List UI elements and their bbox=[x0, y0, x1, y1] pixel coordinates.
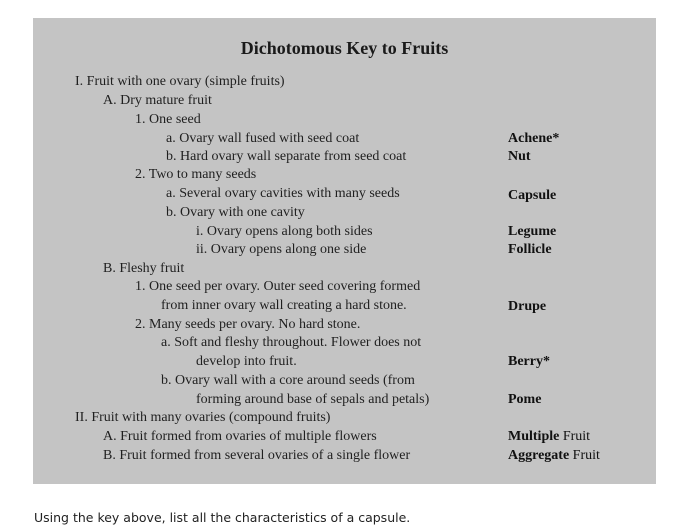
result-capsule: Capsule bbox=[508, 188, 557, 203]
key-line-IA2bii: ii. Ovary opens along one side bbox=[196, 242, 367, 257]
key-line-I: I. Fruit with one ovary (simple fruits) bbox=[75, 74, 285, 89]
result-berry: Berry* bbox=[508, 354, 550, 369]
key-line-IA2a: a. Several ovary cavities with many seeds bbox=[166, 186, 400, 201]
key-line-IB2a-cont: develop into fruit. bbox=[196, 354, 297, 369]
result-legume: Legume bbox=[508, 224, 557, 239]
key-title: Dichotomous Key to Fruits bbox=[240, 38, 449, 58]
key-line-II: II. Fruit with many ovaries (compound fruits) bbox=[75, 410, 331, 425]
result-aggregate-fruit: Aggregate Fruit bbox=[508, 448, 600, 463]
key-line-IA: A. Dry mature fruit bbox=[103, 93, 212, 108]
key-line-IA2bi: i. Ovary opens along both sides bbox=[196, 224, 373, 239]
question-text: Using the key above, list all the characteristics of a capsule. bbox=[34, 510, 411, 525]
dichotomous-key-image bbox=[33, 18, 656, 484]
key-line-IIB: B. Fruit formed from several ovaries of a single flower bbox=[103, 448, 411, 463]
key-line-IB: B. Fleshy fruit bbox=[103, 261, 185, 276]
key-line-IB1-cont: from inner ovary wall creating a hard stone. bbox=[161, 298, 407, 313]
result-achene: Achene* bbox=[508, 131, 560, 146]
key-line-IB2b-cont: forming around base of sepals and petals) bbox=[196, 392, 430, 407]
result-nut: Nut bbox=[508, 149, 531, 164]
key-line-IA1a: a. Ovary wall fused with seed coat bbox=[166, 131, 360, 146]
key-line-IB2a: a. Soft and fleshy throughout. Flower does not bbox=[161, 335, 422, 350]
key-line-IIA: A. Fruit formed from ovaries of multiple flowers bbox=[103, 429, 377, 444]
key-line-IA2b: b. Ovary with one cavity bbox=[166, 205, 305, 220]
result-pome: Pome bbox=[508, 392, 542, 407]
result-multiple-fruit: Multiple Fruit bbox=[508, 429, 591, 444]
key-line-IB2b: b. Ovary wall with a core around seeds (from bbox=[161, 373, 415, 388]
key-line-IA1b: b. Hard ovary wall separate from seed coat bbox=[166, 149, 407, 164]
result-drupe: Drupe bbox=[508, 299, 547, 314]
key-line-IB2: 2. Many seeds per ovary. No hard stone. bbox=[135, 317, 361, 332]
key-line-IB1: 1. One seed per ovary. Outer seed covering formed bbox=[135, 279, 421, 294]
result-follicle: Follicle bbox=[508, 242, 552, 257]
key-line-IA1: 1. One seed bbox=[135, 112, 201, 127]
key-line-IA2: 2. Two to many seeds bbox=[135, 167, 257, 182]
